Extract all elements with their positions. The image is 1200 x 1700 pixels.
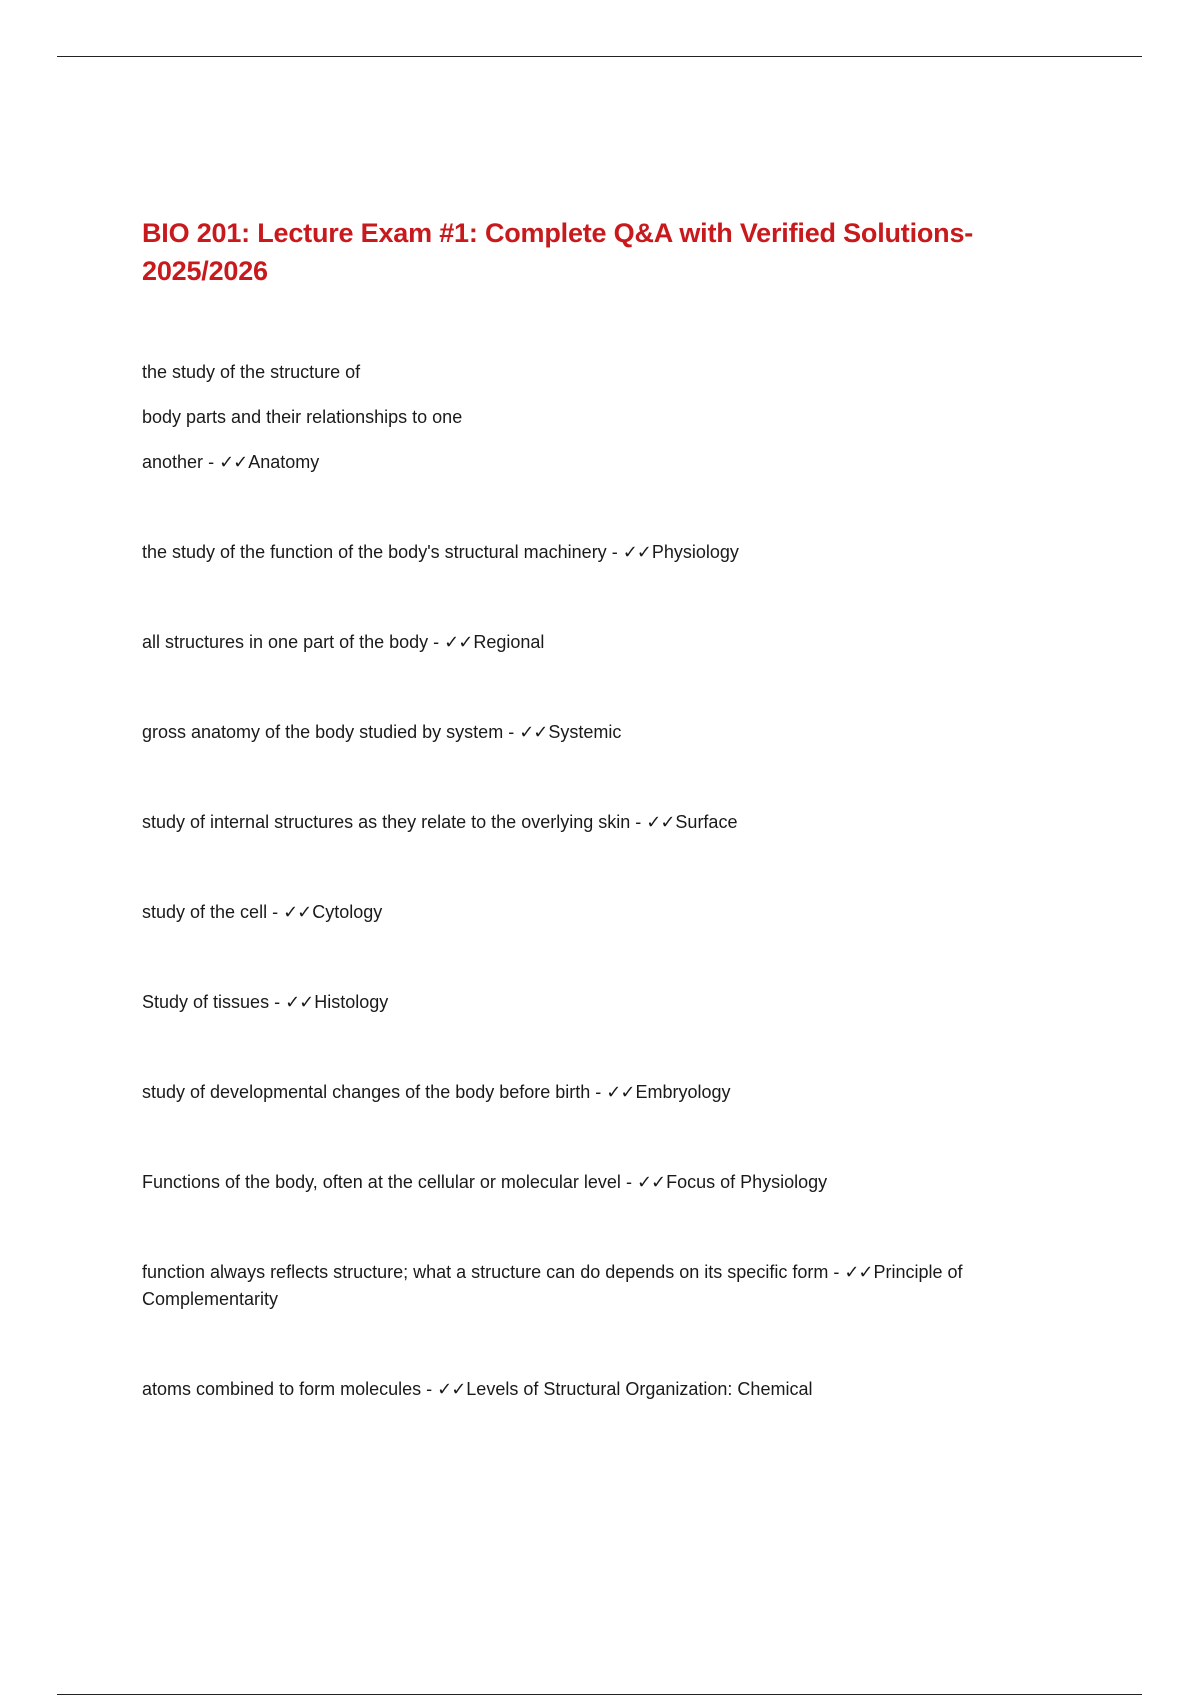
double-check-icon: ✓✓ — [219, 452, 248, 472]
double-check-icon: ✓✓ — [519, 722, 548, 742]
question-text: study of developmental changes of the body before birth — [142, 1082, 591, 1102]
double-check-icon: ✓✓ — [444, 632, 473, 652]
answer-text: Cytology — [312, 902, 383, 922]
answer-text: Principle of Complementarity — [142, 1262, 963, 1309]
answer-text: Surface — [675, 812, 738, 832]
question-text: all structures in one part of the body — [142, 632, 429, 652]
separator: - — [267, 902, 284, 922]
separator: - — [630, 812, 647, 832]
double-check-icon: ✓✓ — [606, 1082, 635, 1102]
document-title: BIO 201: Lecture Exam #1: Complete Q&A with Verified Solutions-2025/2026 — [142, 218, 974, 286]
double-check-icon: ✓✓ — [844, 1262, 873, 1282]
bottom-rule — [57, 1694, 1142, 1695]
answer-text: Focus of Physiology — [666, 1172, 828, 1192]
separator: - — [828, 1262, 845, 1282]
answer-text: Embryology — [635, 1082, 731, 1102]
answer-text: Histology — [314, 992, 389, 1012]
answer-text: Systemic — [548, 722, 622, 742]
answer-text: Physiology — [651, 542, 739, 562]
separator: - — [421, 1379, 438, 1399]
qa-item — [142, 719, 1082, 746]
question-text: Study of tissues — [142, 992, 270, 1012]
question-text: atoms combined to form molecules — [142, 1379, 422, 1399]
question-text: another — [142, 452, 204, 472]
qa-item — [142, 989, 1082, 1016]
qa-item — [142, 809, 1082, 836]
answer-text: Anatomy — [248, 452, 320, 472]
top-rule — [57, 56, 1142, 57]
question-text: function always reflects structure; what a structure can do depends on its specific form — [142, 1262, 829, 1282]
separator: - — [203, 452, 220, 472]
qa-item — [142, 899, 1082, 926]
separator: - — [606, 542, 623, 562]
question-text: gross anatomy of the body studied by system — [142, 722, 504, 742]
separator: - — [503, 722, 520, 742]
qa-item-anatomy — [142, 350, 1082, 485]
double-check-icon: ✓✓ — [636, 1172, 666, 1192]
question-text: the study of the function of the body's structural machinery — [142, 542, 607, 562]
separator: - — [620, 1172, 637, 1192]
double-check-icon: ✓✓ — [283, 902, 312, 922]
double-check-icon: ✓✓ — [646, 812, 675, 832]
double-check-icon: ✓✓ — [437, 1379, 466, 1399]
question-text: study of the cell — [142, 902, 268, 922]
question-text: study of internal structures as they relate to the overlying skin — [142, 812, 631, 832]
question-text: Functions of the body, often at the cellular or molecular level — [142, 1172, 621, 1192]
answer-text: Levels of Structural Organization: Chemical — [466, 1379, 813, 1399]
qa-item — [142, 1079, 1082, 1106]
question-line-1: the study of the structure of — [142, 362, 361, 382]
qa-list — [142, 350, 1082, 1403]
double-check-icon: ✓✓ — [285, 992, 314, 1012]
qa-item — [142, 1169, 1082, 1196]
qa-item — [142, 1259, 1082, 1313]
double-check-icon: ✓✓ — [622, 542, 651, 562]
separator: - — [590, 1082, 607, 1102]
separator: - — [269, 992, 286, 1012]
question-line-2: body parts and their relationships to one — [142, 407, 463, 427]
qa-item — [142, 539, 1082, 566]
qa-item — [142, 1376, 1082, 1403]
document-body — [142, 214, 1082, 1403]
question-line-3 — [142, 440, 1082, 485]
separator: - — [428, 632, 445, 652]
qa-item — [142, 629, 1082, 656]
answer-text: Regional — [473, 632, 545, 652]
